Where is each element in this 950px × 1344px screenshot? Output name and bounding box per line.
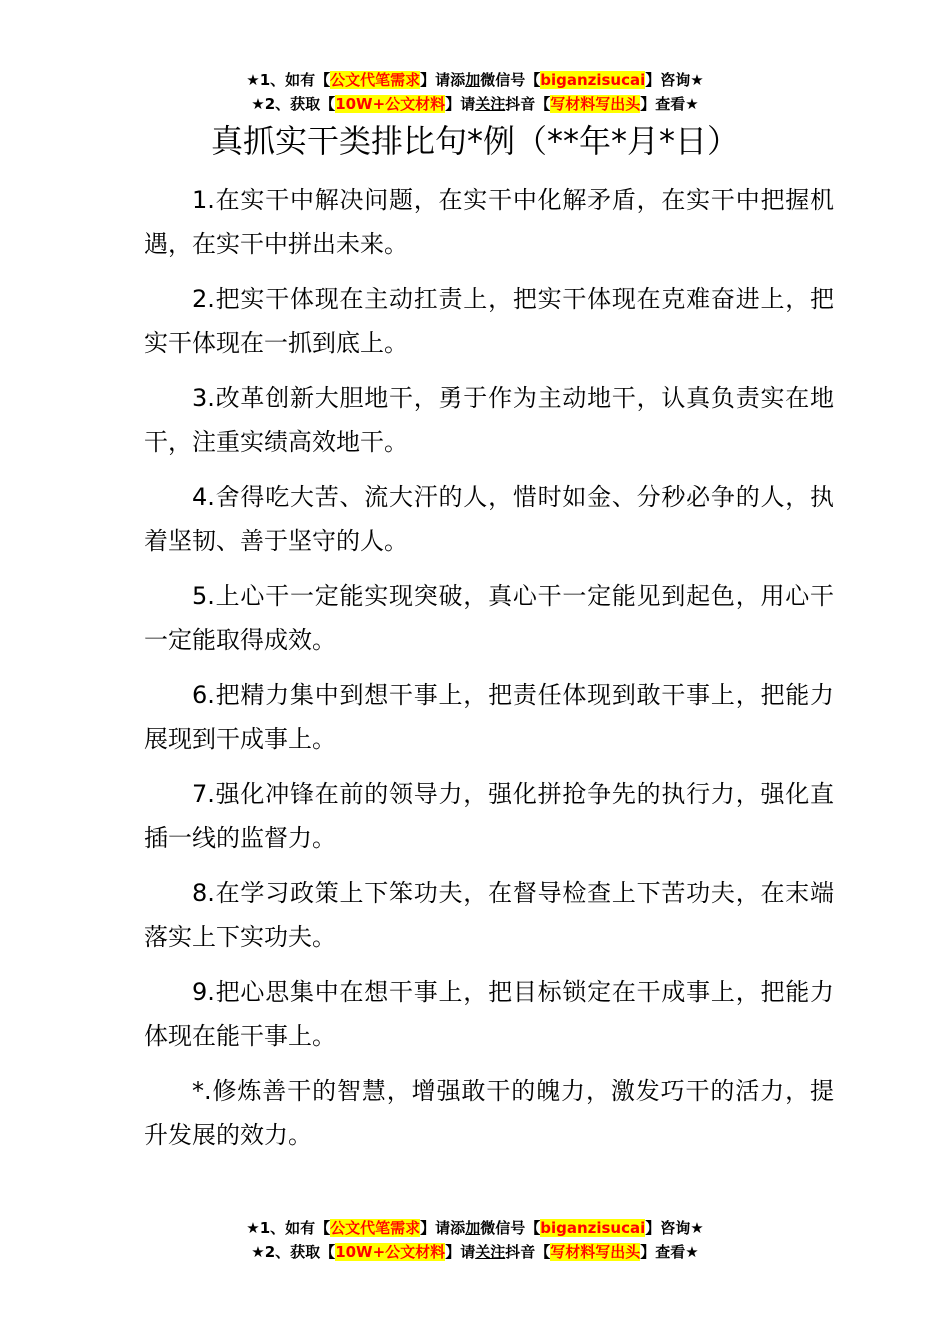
banner-underlined-text: 关注 — [475, 1243, 506, 1261]
banner-text: 】请添 — [420, 71, 466, 89]
paragraph-8: 8.在学习政策上下笨功夫，在督导检查上下苦功夫，在末端落实上下实功夫。 — [144, 879, 834, 951]
banner-text: 】查看★ — [640, 95, 699, 113]
banner-line-1 — [0, 68, 950, 92]
header-banner — [0, 68, 950, 116]
banner-line-2 — [0, 1240, 950, 1264]
banner-text: 】查看★ — [640, 1243, 699, 1261]
banner-underlined-text: 加 — [465, 71, 481, 89]
banner-text: 微信号【 — [480, 71, 541, 89]
document-title: 真抓实干类排比句*例（**年*月*日） — [210, 122, 739, 160]
banner-highlight-wechat-id: biganzisucai — [540, 71, 646, 89]
paragraph-7: 7.强化冲锋在前的领导力，强化拼抢争先的执行力，强化直插一线的监督力。 — [144, 780, 834, 852]
banner-text: 】咨询★ — [645, 1219, 704, 1237]
banner-underlined-text: 关注 — [475, 95, 506, 113]
banner-text: 抖音【 — [505, 95, 551, 113]
banner-text: ★2、获取【 — [251, 95, 336, 113]
banner-highlight-service: 公文代笔需求 — [330, 71, 421, 89]
banner-highlight-douyin: 写材料写出头 — [550, 95, 641, 113]
banner-text: 】请添 — [420, 1219, 466, 1237]
banner-highlight-douyin: 写材料写出头 — [550, 1243, 641, 1261]
paragraph-9: 9.把心思集中在想干事上，把目标锁定在干成事上，把能力体现在能干事上。 — [144, 978, 834, 1050]
paragraph-3: 3.改革创新大胆地干，勇于作为主动地干，认真负责实在地干，注重实绩高效地干。 — [144, 384, 834, 456]
banner-highlight-materials: 10W+公文材料 — [335, 1243, 446, 1261]
paragraph-10: *.修炼善干的智慧，增强敢干的魄力，激发巧干的活力，提升发展的效力。 — [144, 1077, 834, 1149]
banner-text: ★2、获取【 — [251, 1243, 336, 1261]
banner-line-1 — [0, 1216, 950, 1240]
banner-text: 抖音【 — [505, 1243, 551, 1261]
paragraph-1: 1.在实干中解决问题，在实干中化解矛盾，在实干中把握机遇，在实干中拼出未来。 — [144, 186, 834, 258]
banner-highlight-service: 公文代笔需求 — [330, 1219, 421, 1237]
document-body — [144, 178, 834, 1168]
banner-text: ★1、如有【 — [246, 1219, 331, 1237]
banner-text: 微信号【 — [480, 1219, 541, 1237]
banner-text: ★1、如有【 — [246, 71, 331, 89]
footer-banner — [0, 1216, 950, 1264]
paragraph-6: 6.把精力集中到想干事上，把责任体现到敢干事上，把能力展现到干成事上。 — [144, 681, 834, 753]
paragraph-2: 2.把实干体现在主动扛责上，把实干体现在克难奋进上，把实干体现在一抓到底上。 — [144, 285, 834, 357]
banner-highlight-wechat-id: biganzisucai — [540, 1219, 646, 1237]
banner-text: 】咨询★ — [645, 71, 704, 89]
banner-text: 】请 — [445, 1243, 476, 1261]
banner-text: 】请 — [445, 95, 476, 113]
banner-highlight-materials: 10W+公文材料 — [335, 95, 446, 113]
paragraph-5: 5.上心干一定能实现突破，真心干一定能见到起色，用心干一定能取得成效。 — [144, 582, 834, 654]
paragraph-4: 4.舍得吃大苦、流大汗的人，惜时如金、分秒必争的人，执着坚韧、善于坚守的人。 — [144, 483, 834, 555]
banner-underlined-text: 加 — [465, 1219, 481, 1237]
banner-line-2 — [0, 92, 950, 116]
